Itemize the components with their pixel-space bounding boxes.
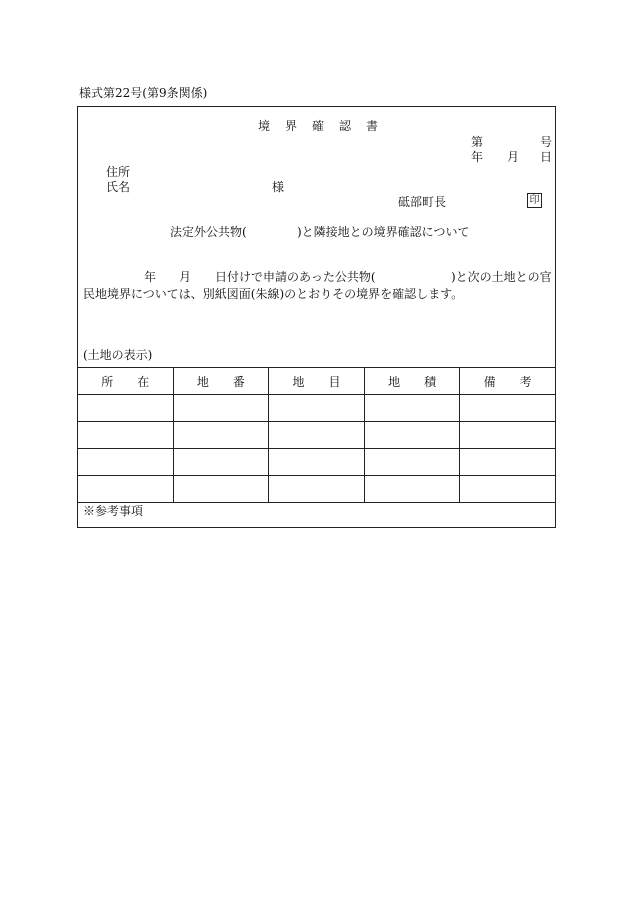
issuer-title: 砥部町長 — [398, 195, 447, 209]
table-cell[interactable] — [173, 395, 269, 422]
table-row — [78, 449, 556, 476]
table-row — [78, 395, 556, 422]
table-cell[interactable] — [78, 422, 174, 449]
table-cell[interactable] — [173, 449, 269, 476]
table-cell[interactable] — [78, 449, 174, 476]
number-dai: 第 — [471, 135, 484, 149]
table-cell[interactable] — [364, 449, 460, 476]
table-cell[interactable] — [269, 395, 365, 422]
body-line1-a: 日付けで申請のあった公共物( — [215, 270, 376, 284]
header-remarks: 備 考 — [460, 368, 556, 395]
table-cell[interactable] — [460, 395, 556, 422]
table-cell[interactable] — [460, 449, 556, 476]
subject-suffix: )と隣接地との境界確認について — [297, 225, 470, 239]
name-label: 氏名 — [106, 180, 131, 194]
table-cell[interactable] — [460, 476, 556, 503]
header-lot-number: 地 番 — [173, 368, 269, 395]
table-cell[interactable] — [78, 476, 174, 503]
table-cell[interactable] — [269, 422, 365, 449]
address-label: 住所 — [106, 165, 131, 179]
table-cell[interactable] — [78, 395, 174, 422]
body-month: 月 — [179, 270, 192, 284]
table-cell[interactable] — [173, 476, 269, 503]
honorific-sama: 様 — [272, 180, 285, 194]
body-year: 年 — [144, 270, 157, 284]
body-line2: 民地境界については、別紙図面(朱線)のとおりその境界を確認します。 — [83, 287, 464, 301]
confirmation-form-frame — [77, 106, 556, 528]
table-cell[interactable] — [364, 395, 460, 422]
table-cell[interactable] — [364, 476, 460, 503]
table-cell[interactable] — [173, 422, 269, 449]
header-land-category: 地 目 — [269, 368, 365, 395]
date-day: 日 — [540, 150, 553, 164]
table-row — [78, 422, 556, 449]
land-table — [77, 367, 556, 503]
table-header-row — [78, 368, 556, 395]
table-cell[interactable] — [269, 449, 365, 476]
table-cell[interactable] — [269, 476, 365, 503]
header-location: 所 在 — [78, 368, 174, 395]
date-year: 年 — [471, 150, 484, 164]
subject-prefix: 法定外公共物( — [170, 225, 247, 239]
table-row — [78, 476, 556, 503]
reference-notes-label: ※参考事項 — [83, 504, 144, 518]
number-go: 号 — [540, 135, 553, 149]
seal-mark: 印 — [527, 193, 542, 208]
table-cell[interactable] — [364, 422, 460, 449]
table-cell[interactable] — [460, 422, 556, 449]
form-number-label: 様式第22号(第9条関係) — [79, 86, 208, 100]
body-line1-b: )と次の土地との官 — [451, 270, 552, 284]
document-title: 境界確認書 — [258, 119, 394, 133]
header-area: 地 積 — [364, 368, 460, 395]
date-month: 月 — [507, 150, 520, 164]
land-section-label: (土地の表示) — [83, 348, 153, 362]
